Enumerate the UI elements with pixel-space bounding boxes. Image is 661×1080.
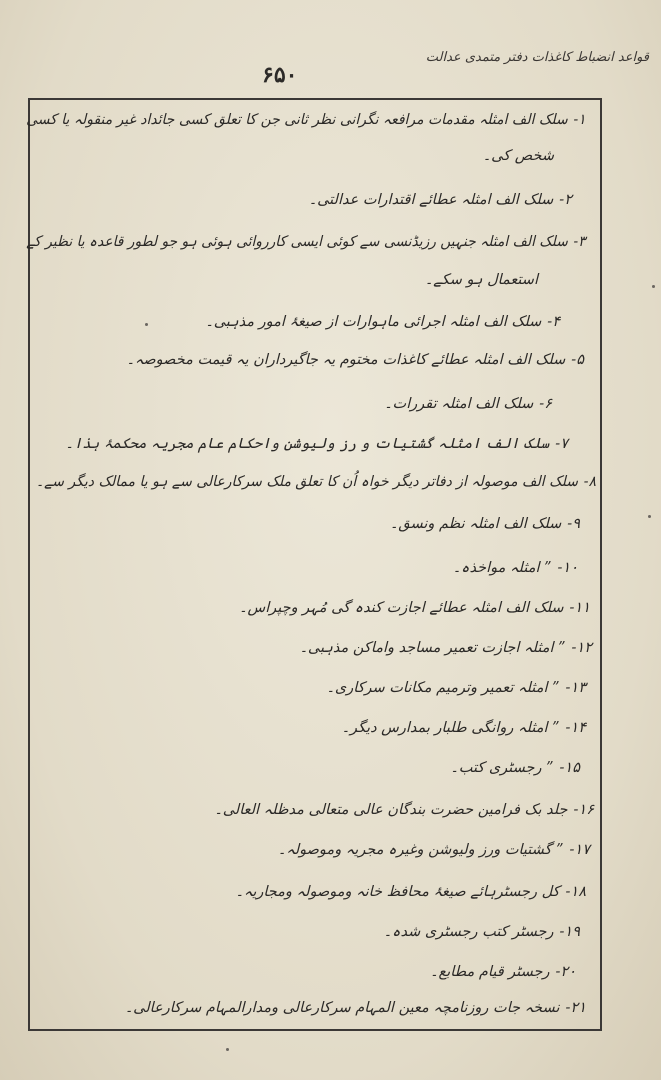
- item-number: ۵-: [571, 352, 584, 368]
- item-text: سلک الف امثلہ گشتیات و رز ولیوشن واحکام عام مجریہ محکمۂ ہذا۔: [65, 436, 550, 452]
- item-number: ۷-: [555, 436, 568, 452]
- list-item: [453, 560, 578, 577]
- item-number: ۳-: [573, 234, 586, 250]
- paper-speck: [145, 323, 148, 326]
- paper-speck: [652, 285, 655, 288]
- list-item: [384, 396, 552, 413]
- item-number: ۱۴-: [565, 720, 586, 736]
- paper-speck: [226, 1048, 229, 1051]
- list-item: [239, 600, 590, 617]
- item-text: جلد بک فرامین حضرت بندگان عالی متعالی مدظلہ العالی۔: [214, 802, 568, 818]
- item-text: رجسٹر کتب رجسٹری شدہ۔: [383, 924, 554, 940]
- item-text: سلک الف موصولہ از دفاتر دیگر خواہ اُن کا تعلق ملک سرکارعالی سے ہو یا ممالک دیگر سے۔: [35, 474, 578, 490]
- item-number: ۱۰-: [557, 560, 578, 576]
- page-header: [0, 42, 661, 92]
- list-item: [390, 516, 580, 533]
- item-text: ” امثلہ مواخذہ۔: [452, 560, 552, 576]
- list-item: [342, 720, 586, 737]
- item-text: سلک الف امثلہ جنہیں رزیڈنسی سے کوئی ایسی کارروائی ہوئی ہو جو لطور قاعدہ یا نظیر کے: [26, 234, 569, 250]
- list-item: [26, 112, 586, 129]
- item-text: نسخہ جات روزنامچہ معین المہام سرکارعالی ومدارالمہام سرکارعالی۔: [124, 1000, 560, 1016]
- item-number: ۱۶-: [573, 802, 594, 818]
- page-number: ۶۵۰: [262, 62, 298, 88]
- item-text: ” امثلہ تعمیر وترمیم مکانات سرکاری۔: [326, 680, 560, 696]
- item-number: ۴-: [547, 314, 560, 330]
- list-item: [125, 1000, 586, 1017]
- list-item: [384, 924, 580, 941]
- item-number: ۲-: [559, 192, 572, 208]
- item-text: ” امثلہ اجازت تعمیر مساجد واماکن مذہبی۔: [299, 640, 566, 656]
- item-number: ۱۲-: [571, 640, 592, 656]
- item-text: ” رجسٹری کتب۔: [450, 760, 554, 776]
- item-number: ۱۱-: [569, 600, 590, 616]
- list-item: [27, 234, 586, 251]
- item-number: ۱۳-: [565, 680, 586, 696]
- item-number: ۹-: [567, 516, 580, 532]
- list-item: [235, 884, 586, 901]
- item-continuation: استعمال ہو سکے۔: [424, 272, 538, 288]
- item-text: کل رجسٹرہائے صیغۂ محافظ خانہ وموصولہ ومجاریہ۔: [235, 884, 560, 900]
- item-number: ۶-: [539, 396, 552, 412]
- item-text: ” امثلہ روانگی طلبار بمدارس دیگر۔: [341, 720, 560, 736]
- list-item: [65, 436, 568, 453]
- item-text: ” گشتیات ورز ولیوشن وغیرہ مجریہ وموصولہ۔: [277, 842, 564, 858]
- list-item: [450, 760, 580, 777]
- item-number: ۲۱-: [565, 1000, 586, 1016]
- item-text: سلک الف امثلہ عطائے اجازت کندہ گی مُہر وچپراس۔: [239, 600, 564, 616]
- running-title: قواعد انضباط کاغذات دفتر متمدی عدالت: [425, 50, 649, 65]
- list-item: [214, 802, 594, 819]
- list-item: [326, 680, 586, 697]
- list-item: [205, 314, 560, 331]
- list-item: [278, 842, 590, 859]
- item-number: ۱-: [573, 112, 586, 128]
- item-text: سلک الف امثلہ اجرائی ماہوارات از صیغۂ امور مذہبی۔: [205, 314, 542, 330]
- item-number: ۲۰-: [555, 964, 576, 980]
- item-text: سلک الف امثلہ تقررات۔: [384, 396, 534, 412]
- item-text: سلک الف امثلہ نظم ونسق۔: [389, 516, 562, 532]
- list-item: [126, 352, 584, 369]
- item-text: سلک الف امثلہ مقدمات مرافعہ نگرانی نظر ثانی جن کا تعلق کسی جائداد غیر منقولہ یا کسی: [26, 112, 569, 128]
- list-item: [299, 640, 592, 657]
- list-item: [430, 964, 576, 981]
- item-text: رجسٹر قیام مطابع۔: [429, 964, 550, 980]
- item-number: ۱۵-: [559, 760, 580, 776]
- item-number: ۱۸-: [565, 884, 586, 900]
- list-item: [36, 474, 596, 491]
- item-number: ۸-: [583, 474, 596, 490]
- paper-speck: [648, 515, 651, 518]
- item-continuation: شخص کی۔: [482, 148, 554, 164]
- item-number: ۱۷-: [569, 842, 590, 858]
- item-number: ۱۹-: [559, 924, 580, 940]
- list-item: [309, 192, 572, 209]
- item-text: سلک الف امثلہ عطائے کاغذات مختوم یہ جاگیرداران یہ قیمت مخصوصہ۔: [126, 352, 566, 368]
- content-frame: [28, 98, 602, 1031]
- item-text: سلک الف امثلہ عطائے اقتدارات عدالتی۔: [308, 192, 554, 208]
